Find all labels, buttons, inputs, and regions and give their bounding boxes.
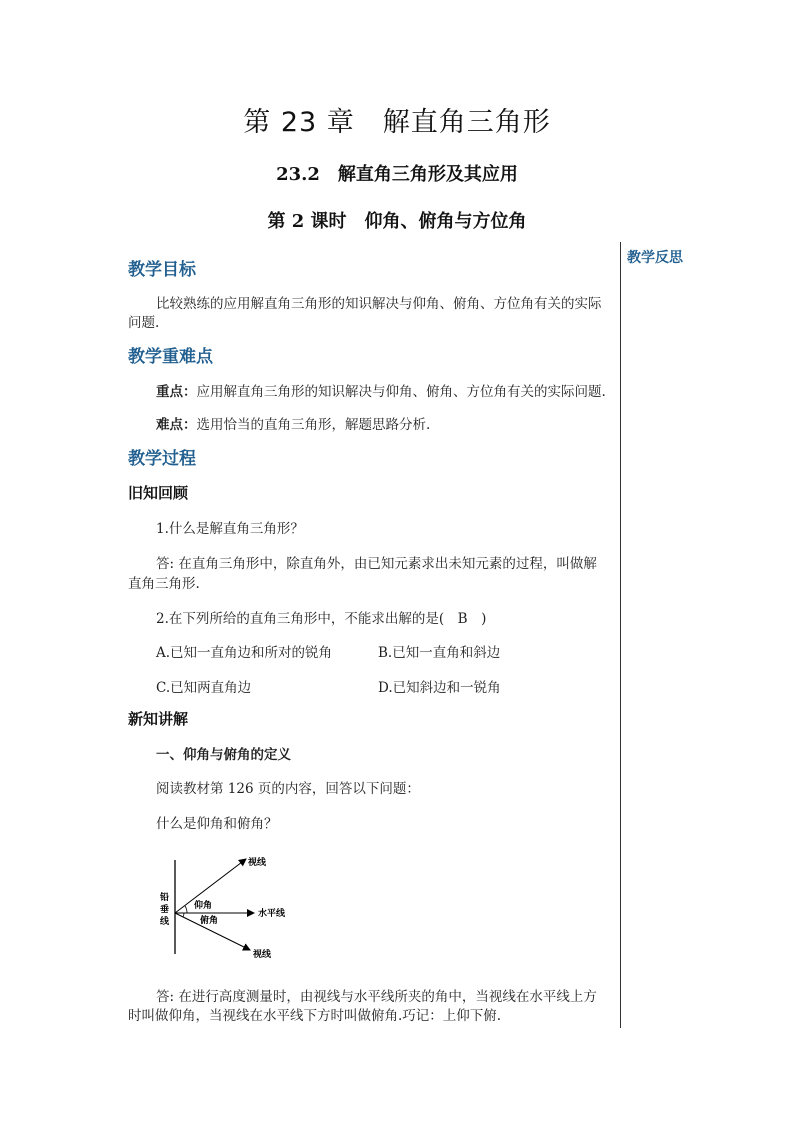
objectives-heading: 教学目标 bbox=[128, 260, 196, 280]
key-text: 应用解直角三角形的知识解决与仰角、俯角、方位角有关的实际问题. bbox=[196, 384, 606, 400]
difficult-label: 难点： bbox=[156, 417, 197, 433]
label-vertical-1: 铅 bbox=[160, 893, 170, 903]
new-knowledge-heading: 新知讲解 bbox=[128, 710, 189, 728]
definition-question: 什么是仰角和俯角？ bbox=[156, 816, 278, 832]
option-a: A.已知一直角边和所对的锐角 bbox=[156, 645, 333, 661]
option-d: D.已知斜边和一锐角 bbox=[378, 680, 501, 696]
label-vertical-2: 垂 bbox=[160, 905, 170, 915]
definition-answer-line-2: 时叫做仰角，当视线在水平线下方时叫做俯角.巧记：上仰下俯. bbox=[128, 1008, 502, 1024]
reflection-column-divider bbox=[620, 242, 621, 1028]
option-b: B.已知一直角和斜边 bbox=[378, 645, 501, 661]
objectives-line-2: 问题. bbox=[128, 315, 160, 331]
review-answer-1-line-2: 直角三角形. bbox=[128, 576, 200, 592]
definition-subheading: 一、仰角与俯角的定义 bbox=[156, 747, 291, 763]
difficult-point-line bbox=[156, 413, 430, 433]
review-answer-1-line-1: 答: 在直角三角形中，除直角外，由已知元素求出未知元素的过程，叫做解 bbox=[156, 556, 597, 572]
process-heading: 教学过程 bbox=[128, 449, 196, 469]
label-elevation: 仰角 bbox=[194, 901, 213, 911]
key-points-heading: 教学重难点 bbox=[128, 347, 213, 367]
option-c: C.已知两直角边 bbox=[156, 680, 252, 696]
review-heading: 旧知回顾 bbox=[128, 484, 189, 502]
elevation-depression-diagram bbox=[150, 846, 310, 968]
difficult-text: 选用恰当的直角三角形，解题思路分析. bbox=[196, 417, 431, 433]
objectives-line-1: 比较熟练的应用解直角三角形的知识解决与仰角、俯角、方位角有关的实际 bbox=[156, 296, 602, 312]
reflection-heading: 教学反思 bbox=[627, 250, 683, 266]
review-question-1: 1.什么是解直角三角形？ bbox=[156, 521, 304, 537]
reading-instruction: 阅读教材第 126 页的内容，回答以下问题： bbox=[156, 781, 420, 797]
elevation-arc bbox=[185, 906, 187, 913]
label-horizontal: 水平线 bbox=[258, 909, 286, 919]
review-question-2: 2.在下列所给的直角三角形中，不能求出解的是( B ) bbox=[156, 611, 487, 627]
label-depression: 俯角 bbox=[200, 916, 219, 926]
depression-arc bbox=[183, 913, 184, 917]
key-point-line bbox=[156, 380, 606, 400]
lesson-title: 第 2 课时 仰角、俯角与方位角 bbox=[267, 211, 527, 232]
key-label: 重点： bbox=[156, 384, 197, 400]
section-title: 23.2 解直角三角形及其应用 bbox=[276, 164, 518, 185]
chapter-title: 第 23 章 解直角三角形 bbox=[243, 107, 551, 138]
label-vertical-3: 线 bbox=[160, 917, 170, 927]
definition-answer-line-1: 答: 在进行高度测量时，由视线与水平线所夹的角中，当视线在水平线上方 bbox=[156, 989, 597, 1005]
label-sight-up: 视线 bbox=[248, 858, 267, 868]
label-sight-down: 视线 bbox=[253, 950, 272, 960]
